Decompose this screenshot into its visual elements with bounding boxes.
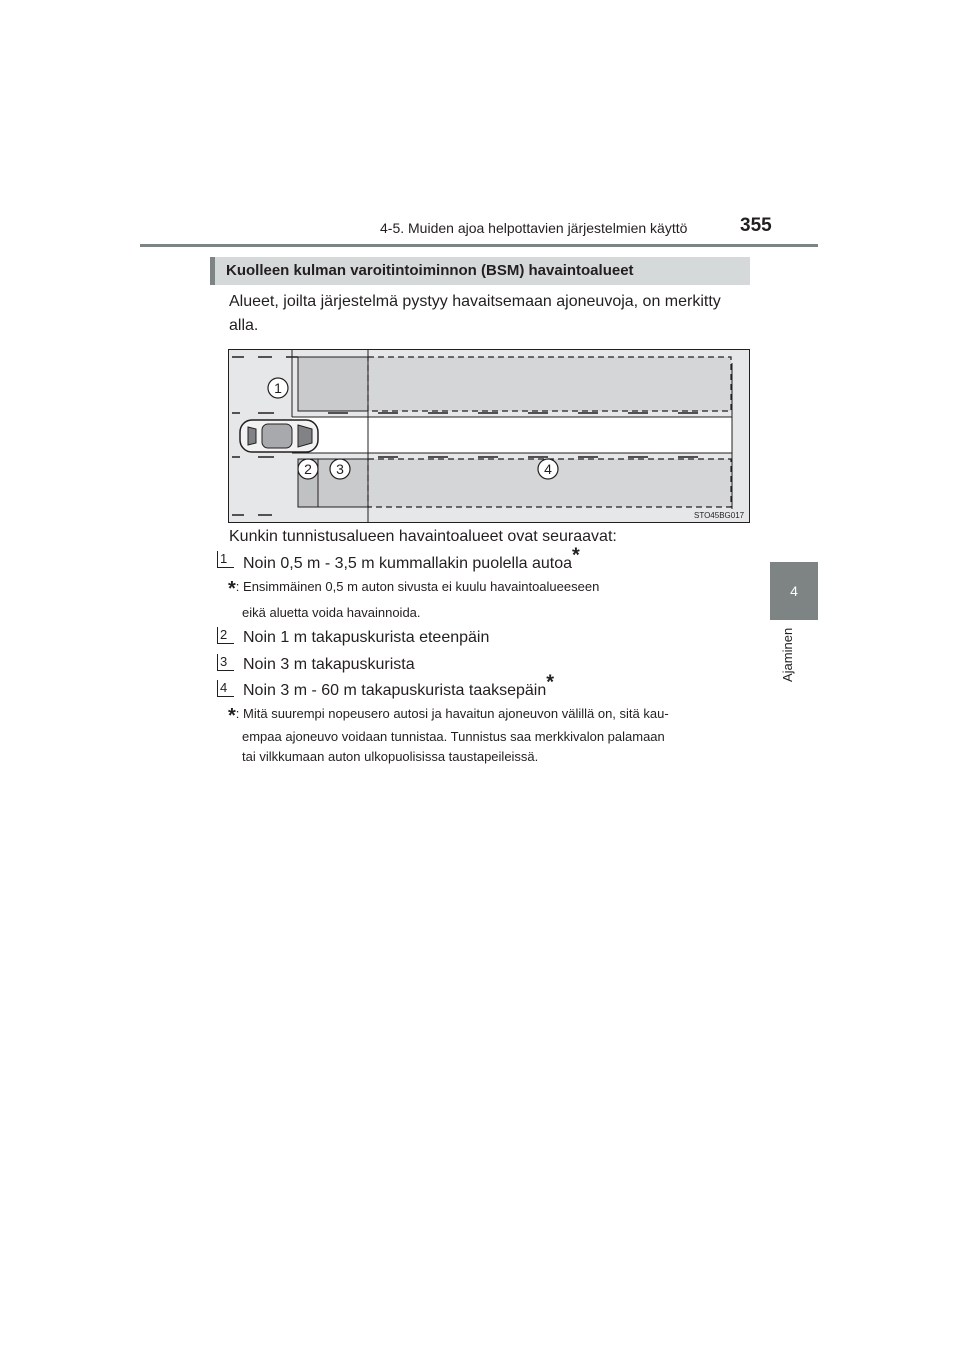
note-2-line2: empaa ajoneuvo voidaan tunnistaa. Tunnistus saa merkkivalon palamaan	[242, 729, 665, 744]
list-item-1	[243, 544, 580, 573]
header-rule	[140, 244, 818, 247]
list-intro: Kunkin tunnistusalueen havaintoalueet ovat seuraavat:	[229, 528, 617, 545]
note-2-line3: tai vilkkumaan auton ulkopuolisissa taustapeileissä.	[242, 749, 539, 764]
note-1-line2: eikä aluetta voida havainnoida.	[242, 605, 421, 620]
center-lane	[292, 417, 732, 453]
list-item-2: Noin 1 m takapuskurista eteenpäin	[243, 629, 490, 646]
item-1-star: *	[572, 544, 580, 567]
list-item-3: Noin 3 m takapuskurista	[243, 656, 415, 673]
chapter-tab-label: Ajaminen	[780, 628, 795, 683]
section-header	[210, 257, 750, 285]
list-item-4	[243, 671, 555, 700]
section-accent	[210, 257, 215, 285]
note-2-star: *	[228, 705, 236, 727]
note-1-line1: : Ensimmäinen 0,5 m auton sivusta ei kuulu havaintoalueeseen	[235, 579, 600, 594]
item-marker-4: 4	[217, 680, 234, 697]
car-icon	[240, 420, 318, 452]
callout-1-label: 1	[274, 380, 282, 396]
page-number: 355	[740, 215, 772, 236]
item-marker-2: 2	[217, 627, 234, 644]
list-item-4-text: Noin 3 m - 60 m takapuskurista taaksepäin	[243, 682, 547, 699]
item-marker-1: 1	[217, 551, 234, 568]
note-1	[228, 578, 599, 598]
chapter-title: 4-5. Muiden ajoa helpottavien järjestelmien käyttö	[380, 220, 688, 236]
note-2-line1: : Mitä suurempi nopeusero autosi ja havaitun ajoneuvon välillä on, sitä kau-	[235, 706, 669, 721]
callout-3	[330, 459, 350, 479]
callout-4-label: 4	[544, 461, 552, 477]
callout-2-label: 2	[304, 461, 312, 477]
section-title: Kuolleen kulman varoitintoiminnon (BSM) havaintoalueet	[226, 262, 634, 279]
zone-4-upper	[368, 357, 731, 411]
diagram-code: STO45BG017	[694, 511, 745, 520]
chapter-tab[interactable]: 4	[770, 562, 818, 620]
note-1-star: *	[228, 578, 236, 600]
section-intro: Alueet, joilta järjestelmä pystyy havaitsemaan ajoneuvoja, on merkitty alla.	[229, 293, 721, 334]
list-item-1-text: Noin 0,5 m - 3,5 m kummallakin puolella autoa	[243, 555, 573, 572]
item-4-star: *	[546, 671, 555, 694]
callout-3-label: 3	[336, 461, 344, 477]
zone-1-upper	[298, 357, 368, 411]
callout-4	[538, 459, 558, 479]
callout-1	[268, 378, 288, 398]
note-2	[228, 705, 748, 725]
callout-2	[298, 459, 318, 479]
bsm-diagram	[228, 349, 750, 523]
item-marker-3: 3	[217, 654, 234, 671]
